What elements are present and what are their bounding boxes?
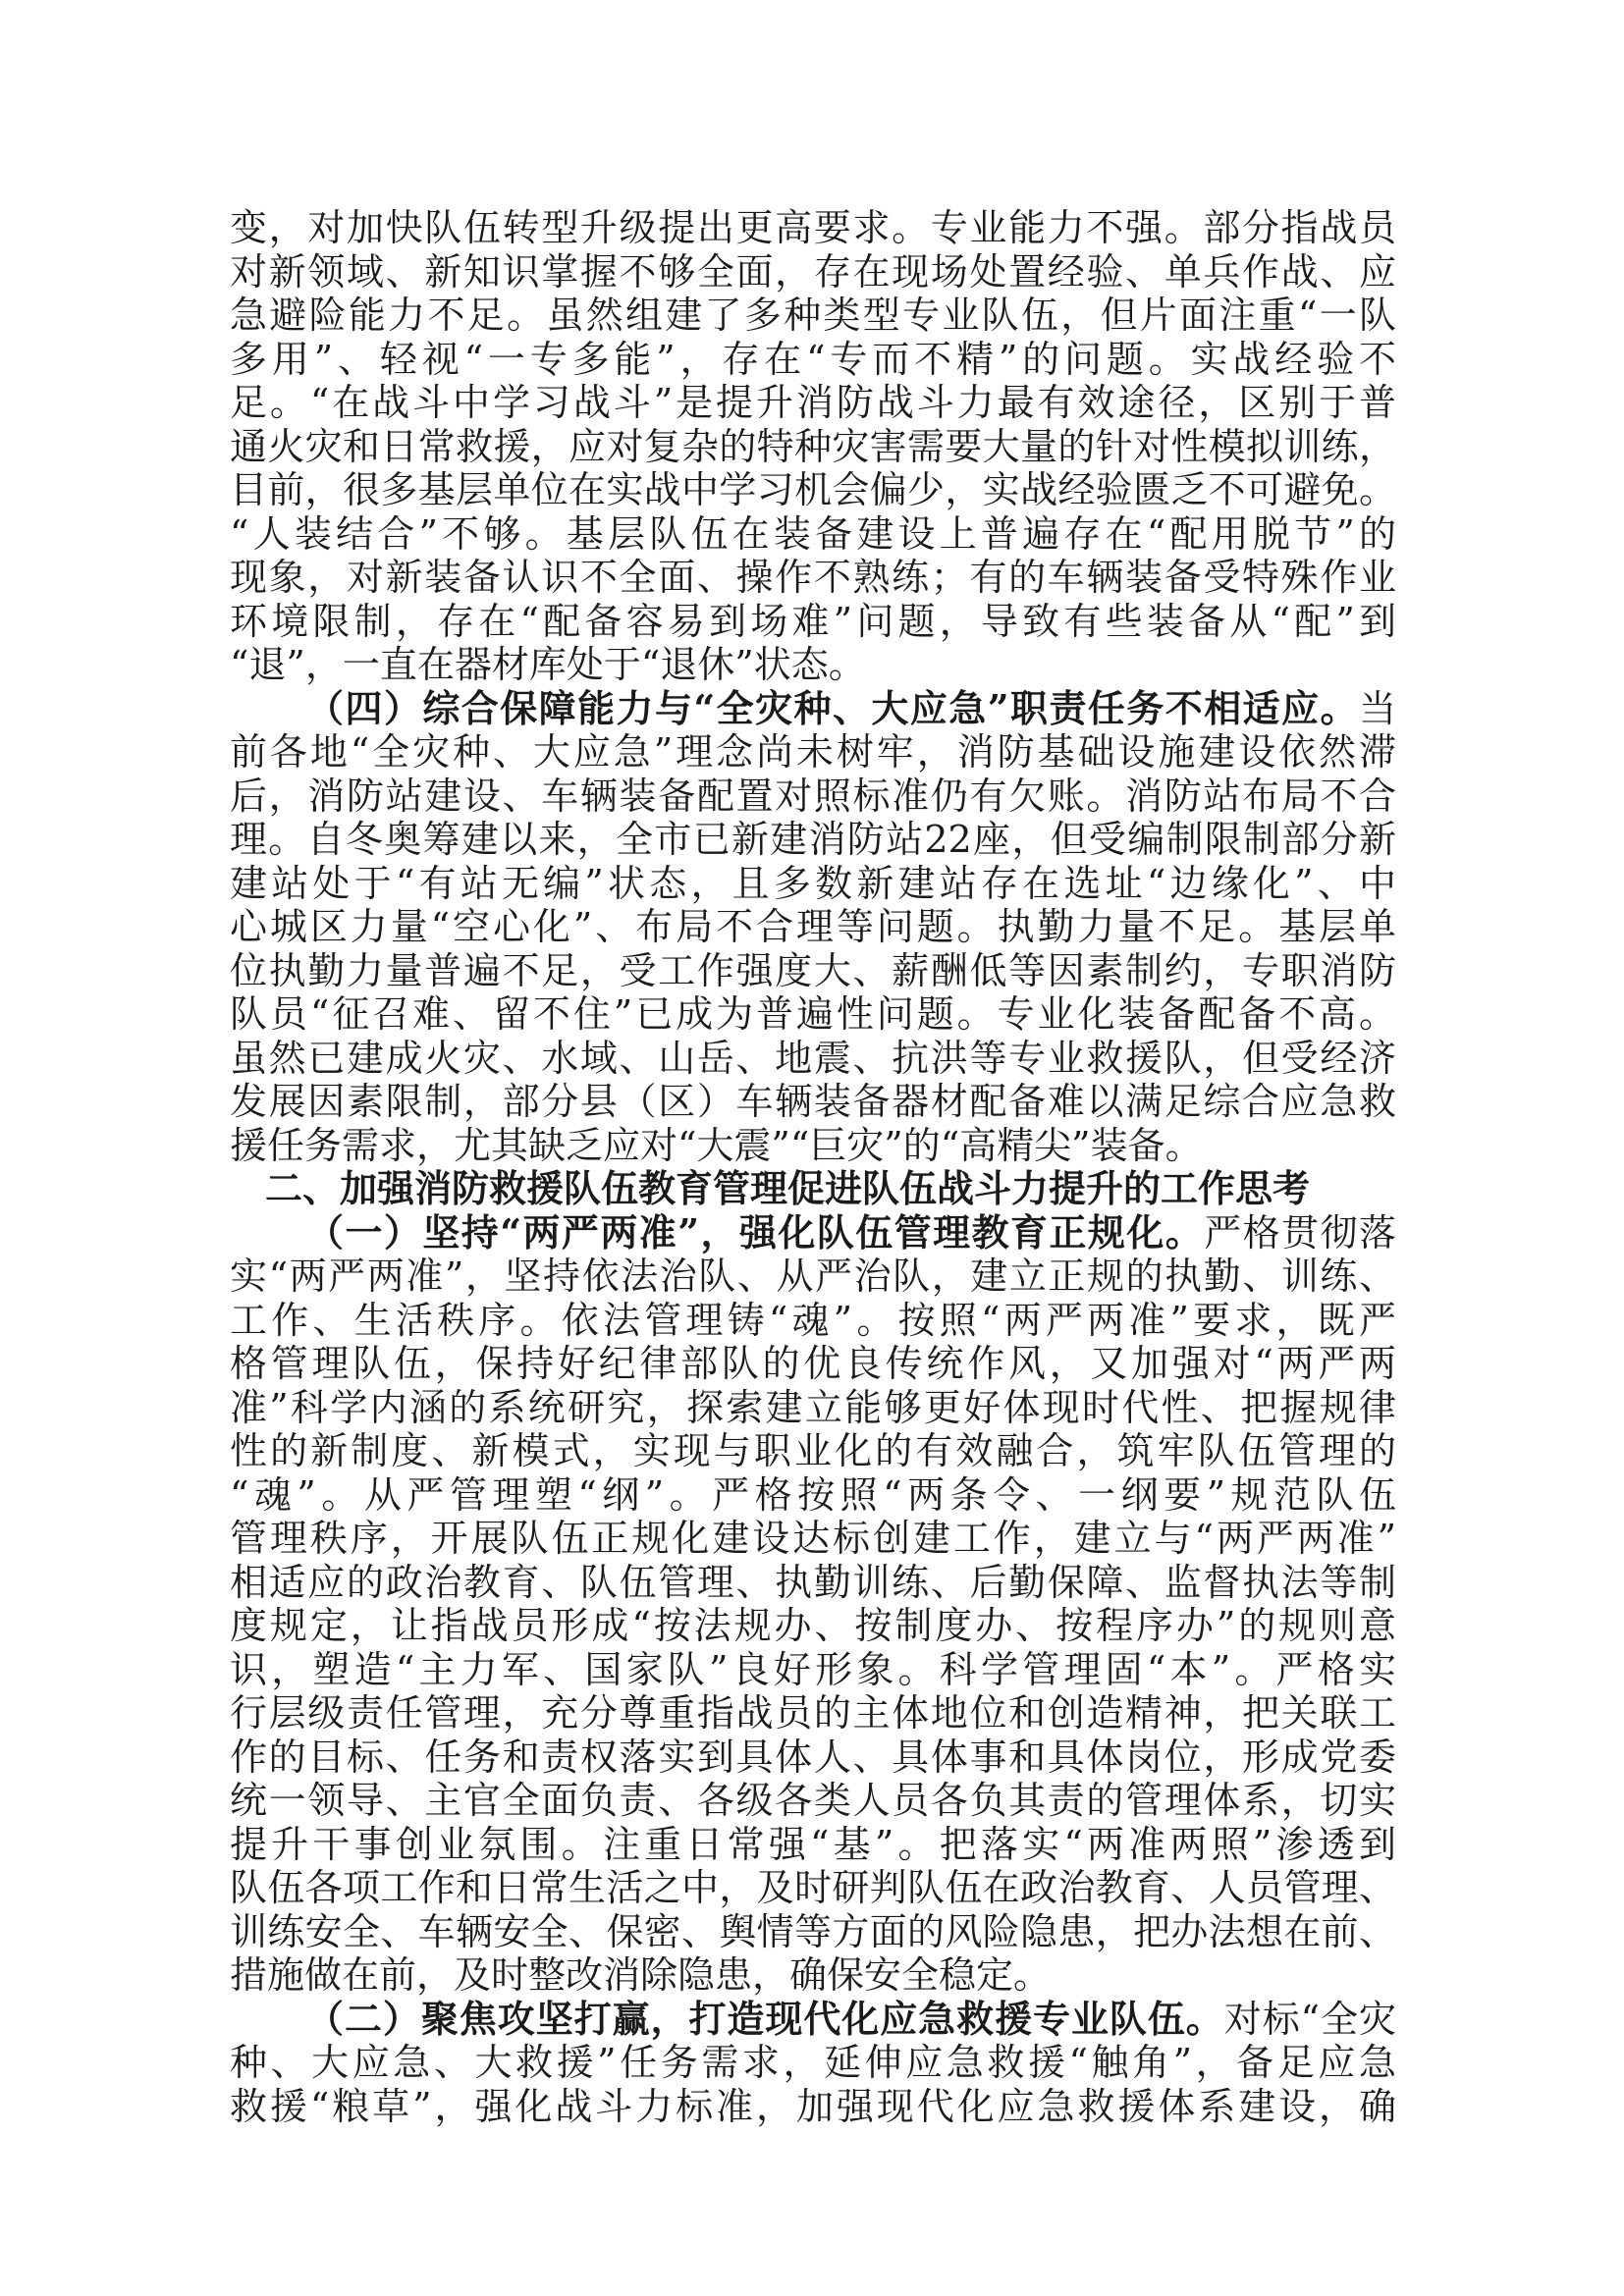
- text-line: [230, 250, 1396, 294]
- line-text: 环境限制，存在“配备容易到场难”问题，导致有些装备从“配”到: [230, 599, 1396, 643]
- text-line: [230, 294, 1396, 338]
- line-text: 措施做在前，及时整改消除隐患，确保安全稳定。: [230, 1953, 1052, 1997]
- text-line: [230, 206, 1396, 250]
- line-text: 相适应的政治教育、队伍管理、执勤训练、后勤保障、监督执法等制: [230, 1560, 1396, 1604]
- text-line: [230, 643, 1396, 687]
- line-text: 实“两严两准”，坚持依法治队、从严治队，建立正规的执勤、训练、: [230, 1255, 1396, 1298]
- text-line: [230, 1823, 1396, 1867]
- text-line: [230, 1037, 1396, 1081]
- paragraph: [230, 687, 1396, 1168]
- line-text: 援任务需求，尤其缺乏应对“大震”“巨灾”的“高精尖”装备。: [230, 1123, 1203, 1167]
- line-text: “人装结合”不够。基层队伍在装备建设上普遍存在“配用脱节”的: [230, 511, 1396, 556]
- line-text: 队伍各项工作和日常生活之中，及时研判队伍在政治教育、人员管理、: [230, 1866, 1396, 1909]
- line-text: “魂”。从严管理塑“纲”。严格按照“两条令、一纲要”规范队伍: [230, 1472, 1396, 1517]
- paragraph: [230, 206, 1396, 687]
- line-text: 变，对加快队伍转型升级提出更高要求。专业能力不强。部分指战员: [230, 206, 1396, 249]
- line-text: 性的新制度、新模式，实现与职业化的有效融合，筑牢队伍管理的: [230, 1429, 1396, 1472]
- bold-subheading: （四）综合保障能力与“全灾种、大应急”职责任务不相适应。: [306, 685, 1359, 730]
- paragraph: [230, 1211, 1396, 1998]
- text-line: [230, 1735, 1396, 1780]
- text-line: [230, 818, 1396, 862]
- line-text: 现象，对新装备认识不全面、操作不熟练；有的车辆装备受特殊作业: [230, 556, 1396, 599]
- line-text: 目前，很多基层单位在实战中学习机会偏少，实战经验匮乏不可避免。: [230, 468, 1396, 511]
- bold-subheading: （一）坚持“两严两准”，强化队伍管理教育正规化。: [306, 1209, 1205, 1255]
- line-text: 提升干事创业氛围。注重日常强“基”。把落实“两准两照”渗透到: [230, 1822, 1396, 1866]
- text-line: [230, 1866, 1396, 1910]
- text-line: [230, 1386, 1396, 1430]
- text-line: [230, 1998, 1396, 2042]
- text-line: [230, 862, 1396, 906]
- text-line: [230, 556, 1396, 600]
- line-text: 后，消防站建设、车辆装备配置对照标准仍有欠账。消防站布局不合: [230, 774, 1396, 818]
- text-line: [230, 687, 1396, 731]
- line-text: 急避险能力不足。虽然组建了多种类型专业队伍，但片面注重“一队: [230, 294, 1396, 337]
- text-line: [230, 1561, 1396, 1605]
- line-text: 度规定，让指战员形成“按法规办、按制度办、按程序办”的规则意: [230, 1604, 1396, 1647]
- paragraph: [230, 1998, 1396, 2129]
- heading-text: 二、加强消防救援队伍教育管理促进队伍战斗力提升的工作思考: [265, 1166, 1311, 1210]
- line-text: 通火灾和日常救援，应对复杂的特种灾害需要大量的针对性模拟训练，: [230, 424, 1396, 468]
- text-line: [230, 1779, 1396, 1823]
- text-line: [230, 949, 1396, 993]
- text-line: [230, 2085, 1396, 2129]
- text-line: [230, 1691, 1396, 1735]
- text-line: [230, 1517, 1396, 1561]
- text-line: [230, 1080, 1396, 1124]
- line-text: 准”科学内涵的系统研究，探索建立能够更好体现时代性、把握规律: [230, 1385, 1396, 1429]
- text-line: [230, 381, 1396, 425]
- line-text: 位执勤力量普遍不足，受工作强度大、薪酬低等因素制约，专职消防: [230, 948, 1396, 992]
- text-line: [230, 905, 1396, 949]
- text-line: [230, 425, 1396, 469]
- text-line: [230, 512, 1396, 557]
- text-line: [230, 1473, 1396, 1518]
- line-text: 识，塑造“主力军、国家队”良好形象。科学管理固“本”。严格实: [230, 1647, 1396, 1691]
- line-text: 管理秩序，开展队伍正规化建设达标创建工作，建立与“两严两准”: [230, 1517, 1396, 1560]
- line-text: 当: [1358, 686, 1396, 730]
- line-text: 足。“在战斗中学习战斗”是提升消防战斗力最有效途径，区别于普: [230, 381, 1396, 424]
- text-line: [230, 468, 1396, 512]
- line-text: 统一领导、主官全面负责、各级各类人员各负其责的管理体系，切实: [230, 1779, 1396, 1822]
- section-heading: [230, 1167, 1396, 1211]
- text-line: [230, 338, 1396, 382]
- text-line: [230, 1124, 1396, 1168]
- line-text: 严格贯彻落: [1204, 1210, 1396, 1255]
- line-text: “退”，一直在器材库处于“退休”状态。: [230, 643, 866, 686]
- line-text: 多用”、轻视“一专多能”，存在“专而不精”的问题。实战经验不: [230, 337, 1396, 381]
- text-line: [230, 1429, 1396, 1473]
- text-line: [230, 774, 1396, 819]
- text-line: [230, 1604, 1396, 1648]
- line-text: 作的目标、任务和责权落实到具体人、具体事和具体岗位，形成党委: [230, 1735, 1396, 1779]
- text-line: [230, 600, 1396, 644]
- line-text: 理。自冬奥筹建以来，全市已新建消防站22座，但受编制限制部分新: [230, 818, 1396, 861]
- line-text: 心城区力量“空心化”、布局不合理等问题。执勤力量不足。基层单: [230, 905, 1396, 948]
- line-text: 工作、生活秩序。依法管理铸“魂”。按照“两严两准”要求，既严: [230, 1298, 1396, 1342]
- line-text: 发展因素限制，部分县（区）车辆装备器材配备难以满足综合应急救: [230, 1080, 1396, 1123]
- line-text: 格管理队伍，保持好纪律部队的优良传统作风，又加强对“两严两: [230, 1342, 1396, 1385]
- text-line: [230, 992, 1396, 1037]
- line-text: 行层级责任管理，充分尊重指战员的主体地位和创造精神，把关联工: [230, 1691, 1396, 1735]
- text-line: [230, 1910, 1396, 1954]
- line-text: 种、大应急、大救援”任务需求，延伸应急救援“触角”，备足应急: [230, 2041, 1396, 2084]
- text-line: [230, 1211, 1396, 1255]
- line-text: 对新领域、新知识掌握不够全面，存在现场处置经验、单兵作战、应: [230, 249, 1396, 294]
- document-page: [230, 206, 1396, 2128]
- line-text: 前各地“全灾种、大应急”理念尚未树牢，消防基础设施建设依然滞: [230, 730, 1396, 774]
- line-text: 救援“粮草”，强化战斗力标准，加强现代化应急救援体系建设，确: [230, 2084, 1396, 2128]
- text-line: [230, 1255, 1396, 1299]
- line-text: 队员“征召难、留不住”已成为普遍性问题。专业化装备配备不高。: [230, 992, 1396, 1036]
- text-line: [230, 730, 1396, 774]
- line-text: 建站处于“有站无编”状态，且多数新建站存在选址“边缘化”、中: [230, 861, 1396, 905]
- line-text: 虽然已建成火灾、水域、山岳、地震、抗洪等专业救援队，但受经济: [230, 1036, 1396, 1080]
- line-text: 训练安全、车辆安全、保密、舆情等方面的风险隐患，把办法想在前、: [230, 1909, 1396, 1953]
- text-line: [230, 1648, 1396, 1692]
- text-line: [230, 1299, 1396, 1343]
- text-line: [230, 1953, 1396, 1998]
- bold-subheading: （二）聚焦攻坚打赢，打造现代化应急救援专业队伍。: [306, 1996, 1224, 2041]
- text-line: [230, 2041, 1396, 2085]
- text-line: [230, 1342, 1396, 1386]
- line-text: 对标“全灾: [1223, 1997, 1396, 2041]
